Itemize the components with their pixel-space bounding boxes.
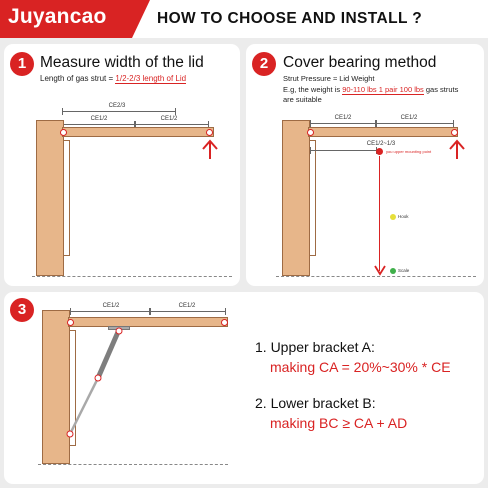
step2-cabinet-wall: [282, 120, 310, 276]
step2-number: 2: [252, 52, 276, 76]
step2-scale-icon: [390, 268, 396, 274]
step1-subtitle: [40, 74, 186, 83]
step3-point-e: [221, 319, 228, 326]
step1-dim-total: [62, 111, 176, 112]
step2-force-arrow-icon: [373, 264, 387, 276]
step3-panel: [4, 292, 484, 484]
step1-dim-b-label: CE1/2: [160, 116, 178, 122]
step1-title: Measure width of the lid: [40, 54, 204, 71]
step3-ground: [38, 464, 228, 465]
step2-mount-label: you upper mounting point: [386, 149, 432, 154]
step2-hook-icon: [390, 214, 396, 220]
step2-point-e: [451, 129, 458, 136]
header: [0, 0, 488, 38]
brand-name: Juyancao: [8, 5, 107, 28]
step2-dim-c-label: CE1/2~1/3: [366, 141, 396, 147]
step2-mount-point: [376, 148, 383, 155]
step3-item2: 2. Lower bracket B:: [255, 395, 376, 411]
step2-dim-b: [376, 123, 454, 124]
step3-item1-formula: making CA = 20%~30% * CE: [270, 359, 451, 375]
step2-line2-prefix: E.g, the weight is: [283, 85, 343, 94]
step1-dim-b: [135, 124, 209, 125]
step2-point-c: [307, 129, 314, 136]
step2-line3: are suitable: [283, 95, 322, 104]
step2-dim-c: [310, 150, 377, 151]
step3-gas-strut: [62, 326, 132, 442]
step3-number: 3: [10, 298, 34, 322]
step2-dim-b-label: CE1/2: [400, 115, 418, 121]
step2-panel: [246, 44, 484, 286]
step1-cabinet-wall: [36, 120, 64, 276]
step2-scale-label: Scale: [398, 268, 410, 273]
step3-dim-b-label: CE1/2: [178, 303, 196, 309]
step1-cabinet-inner: [64, 140, 70, 256]
step1-point-e: [206, 129, 213, 136]
step3-item1: 1. Upper bracket A:: [255, 339, 375, 355]
step2-cabinet-inner: [310, 140, 316, 256]
step1-lift-arrow-icon: [200, 138, 220, 160]
step2-lid: [308, 127, 458, 137]
step1-lid: [62, 127, 214, 137]
step1-dim-a: [62, 124, 135, 125]
headline: HOW TO CHOOSE AND INSTALL ?: [157, 10, 423, 27]
step1-sub-prefix: Length of gas strut =: [40, 74, 116, 83]
step3-item2-formula: making BC ≥ CA + AD: [270, 415, 408, 431]
step3-dim-a: [70, 311, 150, 312]
step2-line2-suffix: gas struts: [423, 85, 459, 94]
step1-ground: [32, 276, 232, 277]
step2-line1: Strut Pressure ≈ Lid Weight: [283, 74, 375, 83]
step2-force-line: [379, 156, 380, 271]
step3-point-c: [67, 319, 74, 326]
step1-point-c: [60, 129, 67, 136]
step2-title: Cover bearing method: [283, 54, 437, 71]
step1-sub-value: 1/2-2/3 length of Lid: [115, 74, 187, 83]
step2-line2: [283, 85, 458, 95]
step2-hook-label: Hook: [398, 214, 409, 219]
step1-number: 1: [10, 52, 34, 76]
step1-dim-a-label: CE1/2: [90, 116, 108, 122]
step1-dim-total-label: CE2/3: [108, 103, 126, 109]
step2-dim-a-label: CE1/2: [334, 115, 352, 121]
step1-panel: [4, 44, 240, 286]
step2-lift-arrow-icon: [447, 138, 467, 160]
step2-dim-a: [310, 123, 376, 124]
step3-dim-b: [150, 311, 226, 312]
step2-line2-value: 90-110 lbs 1 pair 100 lbs: [342, 85, 424, 94]
step3-dim-a-label: CE1/2: [102, 303, 120, 309]
step2-ground: [276, 276, 476, 277]
